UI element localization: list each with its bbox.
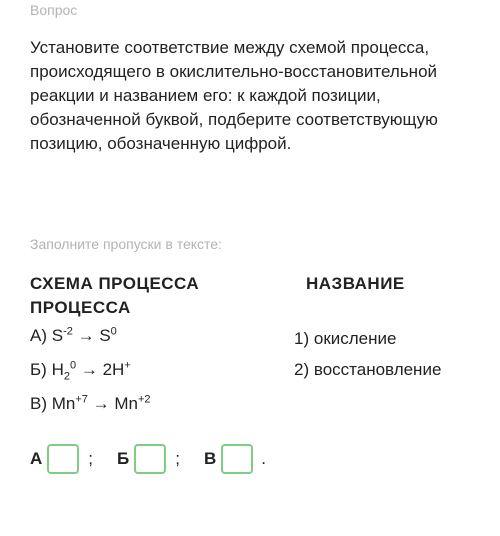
process-b-to: 2H (102, 360, 125, 379)
process-a-label: А) (30, 326, 47, 345)
separator: ; (88, 449, 94, 468)
answer-c-input[interactable] (221, 444, 253, 474)
column-title-scheme: СХЕМА ПРОЦЕССА (30, 274, 200, 293)
separator: ; (175, 449, 180, 468)
process-b (30, 358, 131, 382)
end-punctuation: . (261, 449, 266, 468)
answer-a-label: А (30, 449, 43, 468)
name-option-2-text: восстановление (313, 360, 442, 379)
name-option-2-label: 2) (294, 360, 310, 379)
column-title-scheme-continued: ПРОЦЕССА (30, 298, 131, 317)
process-b-from: H (51, 360, 64, 379)
answer-b-label: Б (117, 449, 130, 468)
process-b-from-charge: 0 (69, 359, 77, 372)
process-v-to-charge: +2 (138, 393, 151, 406)
process-b-label: Б) (30, 360, 47, 379)
process-a-to-charge: 0 (110, 325, 117, 338)
process-b-from-subscript: 2 (63, 370, 70, 383)
answer-b-input[interactable] (134, 444, 166, 474)
name-option-1-label: 1) (294, 329, 310, 348)
name-option-1 (294, 327, 396, 351)
section-label: Вопрос (30, 2, 78, 18)
process-v-from: Mn (51, 394, 76, 413)
process-v-label: В) (30, 394, 47, 413)
process-a-from: S (51, 326, 64, 345)
process-b-to-charge: + (124, 359, 131, 372)
name-option-1-text: окисление (313, 329, 397, 348)
fill-in-instruction: Заполните пропуски в тексте: (30, 236, 222, 252)
column-title-name: НАЗВАНИЕ (306, 274, 405, 293)
process-a-from-charge: -2 (63, 325, 73, 338)
answer-a-input[interactable] (47, 444, 79, 474)
process-v (30, 392, 151, 416)
arrow-icon: → (80, 360, 98, 379)
process-a (30, 324, 117, 348)
answer-row (30, 444, 266, 474)
question-text: Установите соответствие между схемой процесса, происходящего в окислительно-восстановительной реакции и названием его: к каждой позиции, обозначенной буквой, подберите соответствующую позицию, обозначенную цифрой. (30, 38, 438, 153)
arrow-icon: → (92, 394, 110, 413)
process-v-to: Mn (114, 394, 138, 413)
arrow-icon: → (77, 326, 95, 345)
name-option-2 (294, 358, 441, 382)
process-v-from-charge: +7 (75, 393, 88, 406)
process-a-to: S (99, 326, 111, 345)
answer-c-label: В (203, 449, 217, 468)
